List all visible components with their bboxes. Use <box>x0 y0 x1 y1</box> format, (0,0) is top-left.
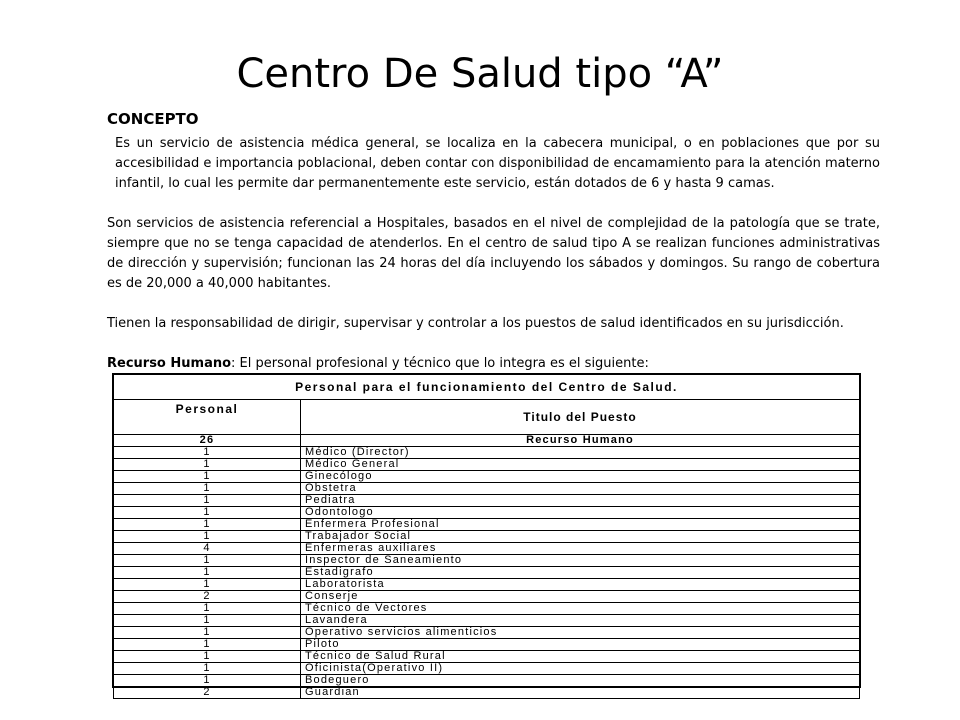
table-row <box>114 471 860 483</box>
staff-position: Médico (Director) <box>301 447 860 459</box>
table-row <box>114 447 860 459</box>
staff-count: 1 <box>114 603 301 615</box>
table-row <box>114 687 860 699</box>
staff-position: Médico General <box>301 459 860 471</box>
staff-position: Laboratorista <box>301 579 860 591</box>
slide-title: Centro De Salud tipo “A” <box>236 51 724 97</box>
concept-heading: CONCEPTO <box>107 110 199 128</box>
table-row <box>114 507 860 519</box>
table-header-row <box>114 400 860 435</box>
table-row <box>114 675 860 687</box>
staff-position: Enfermeras auxiliares <box>301 543 860 555</box>
staff-table-container <box>112 373 861 698</box>
staff-position: Obstetra <box>301 483 860 495</box>
staff-position: Técnico de Salud Rural <box>301 651 860 663</box>
table-row <box>114 543 860 555</box>
staff-position: Ginecólogo <box>301 471 860 483</box>
staff-count: 1 <box>114 519 301 531</box>
table-row <box>114 615 860 627</box>
total-label: Recurso Humano <box>301 435 860 447</box>
staff-position: Conserje <box>301 591 860 603</box>
staff-position: Lavandera <box>301 615 860 627</box>
table-row <box>114 591 860 603</box>
staff-count: 1 <box>114 555 301 567</box>
table-row <box>114 555 860 567</box>
staff-position: Inspector de Saneamiento <box>301 555 860 567</box>
table-row <box>114 639 860 651</box>
staff-count: 1 <box>114 639 301 651</box>
paragraph-human-resources <box>107 354 880 374</box>
staff-position: Técnico de Vectores <box>301 603 860 615</box>
staff-position: Bodeguero <box>301 675 860 687</box>
staff-count: 1 <box>114 483 301 495</box>
header-personal: Personal <box>114 400 301 435</box>
paragraph-concept: Es un servicio de asistencia médica general, se localiza en la cabecera municipal, o en poblaciones que por su accesibilidad e importancia poblacional, deben contar con disponibilidad de encamamiento para la atención materno infantil, lo cual les permite dar permanentemente este servicio, están dotados de 6 y hasta 9 camas. <box>115 136 880 191</box>
staff-count: 1 <box>114 663 301 675</box>
paragraph-services: Son servicios de asistencia referencial a Hospitales, basados en el nivel de complejidad de la patología que se trate, siempre que no se tenga capacidad de atenderlos. En el centro de salud tipo A se realizan funciones administrativas de dirección y supervisión; funcionan las 24 horas del día incluyendo los sábados y domingos. Su rango de cobertura es de 20,000 a 40,000 habitantes. <box>107 216 880 291</box>
staff-position: Trabajador Social <box>301 531 860 543</box>
table-row <box>114 603 860 615</box>
staff-count: 1 <box>114 579 301 591</box>
human-resources-label: Recurso Humano <box>107 356 232 371</box>
staff-count: 2 <box>114 591 301 603</box>
staff-position: Estadigrafo <box>301 567 860 579</box>
table-title-row <box>114 375 860 400</box>
staff-count: 1 <box>114 495 301 507</box>
human-resources-text: : El personal profesional y técnico que lo integra es el siguiente: <box>231 356 649 371</box>
table-row <box>114 495 860 507</box>
slide-body <box>107 108 880 374</box>
staff-count: 2 <box>114 687 301 699</box>
staff-position: Guardian <box>301 687 860 699</box>
staff-position: Odontologo <box>301 507 860 519</box>
table-row <box>114 519 860 531</box>
staff-count: 1 <box>114 459 301 471</box>
staff-count: 1 <box>114 531 301 543</box>
table-row <box>114 627 860 639</box>
staff-count: 1 <box>114 675 301 687</box>
staff-position: Oficinista(Operativo II) <box>301 663 860 675</box>
staff-position: Piloto <box>301 639 860 651</box>
table-total-row <box>114 435 860 447</box>
table-title: Personal para el funcionamiento del Centro de Salud. <box>114 375 860 400</box>
total-count: 26 <box>114 435 301 447</box>
staff-count: 1 <box>114 447 301 459</box>
staff-position: Enfermera Profesional <box>301 519 860 531</box>
staff-count: 1 <box>114 471 301 483</box>
table-row <box>114 651 860 663</box>
staff-position: Pediatra <box>301 495 860 507</box>
paragraph-responsibility: Tienen la responsabilidad de dirigir, supervisar y controlar a los puestos de salud identificados en su jurisdicción. <box>107 316 844 331</box>
staff-position: Operativo servicios alimenticios <box>301 627 860 639</box>
staff-table <box>113 374 860 699</box>
staff-count: 1 <box>114 567 301 579</box>
staff-count: 1 <box>114 507 301 519</box>
table-row <box>114 483 860 495</box>
table-row <box>114 579 860 591</box>
staff-count: 1 <box>114 615 301 627</box>
table-row <box>114 459 860 471</box>
header-puesto: Titulo del Puesto <box>301 400 860 435</box>
table-row <box>114 567 860 579</box>
staff-count: 1 <box>114 651 301 663</box>
staff-count: 1 <box>114 627 301 639</box>
staff-count: 4 <box>114 543 301 555</box>
table-row <box>114 531 860 543</box>
table-row <box>114 663 860 675</box>
